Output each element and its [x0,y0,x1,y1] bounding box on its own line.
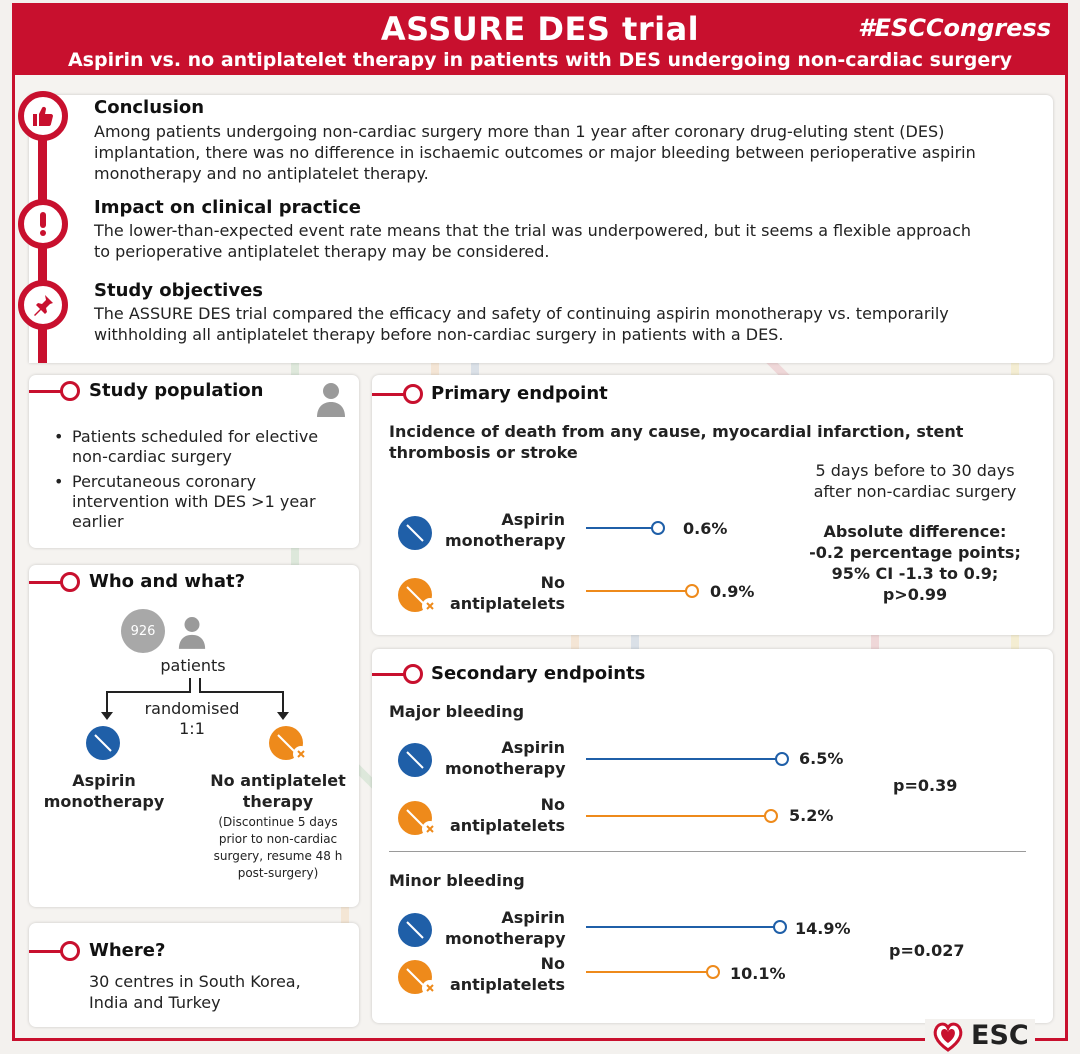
where-text: 30 centres in South Korea, India and Turkey [89,972,301,1012]
primary-aspirin-bar [586,527,656,529]
heart-logo-icon [931,1019,965,1053]
section-marker-ring [60,572,80,592]
no-antiplatelet-pill-icon [269,726,303,760]
no-antiplatelet-pill-icon [398,960,432,994]
minor-bleeding-p-value: p=0.027 [889,941,965,960]
aspirin-pill-icon [398,913,432,947]
page-subtitle: Aspirin vs. no antiplatelet therapy in patients with DES undergoing non-cardiac surgery [67,49,1013,71]
minor-bleeding-title: Minor bleeding [389,871,525,890]
list-item: • Patients scheduled for elective non-cardiac surgery [52,427,352,467]
no-antiplatelet-pill-icon [398,801,432,835]
aspirin-pill-icon [86,726,120,760]
objectives-title: Study objectives [94,280,263,301]
impact-text: The lower-than-expected event rate means that the trial was underpowered, but it seems a flexible approach to perioperative antiplatelet therapy may be considered. [94,221,972,261]
primary-endpoint-title: Primary endpoint [431,383,608,404]
minor-no-antiplatelets-value: 10.1% [730,964,786,983]
major-aspirin-value: 6.5% [799,749,844,768]
list-item: • Percutaneous coronary intervention with DES >1 year earlier [52,472,352,532]
conclusion-title: Conclusion [94,97,205,118]
section-marker-ring [403,664,423,684]
page-title: ASSURE DES trial [380,10,700,48]
primary-statistics: Absolute difference: -0.2 percentage points; 95% CI -1.3 to 0.9; p>0.99 [809,522,1021,604]
section-marker-ring [403,384,423,404]
no-antiplatelets-label: No antiplatelets [449,795,565,835]
aspirin-label: Aspirin monotherapy [445,738,566,778]
impact-title: Impact on clinical practice [94,197,361,218]
study-population-title: Study population [89,380,264,401]
aspirin-label: Aspirin monotherapy [445,908,566,948]
secondary-endpoints-title: Secondary endpoints [431,663,646,684]
no-antiplatelet-pill-icon [398,578,432,612]
primary-no-antiplatelets-dot [685,584,699,598]
minor-aspirin-bar [586,926,774,928]
minor-no-antiplatelets-bar [586,971,708,973]
thumbs-up-icon [18,91,68,141]
randomised-label: randomised [144,699,240,718]
minor-aspirin-value: 14.9% [795,919,851,938]
aspirin-pill-icon [398,516,432,550]
major-bleeding-title: Major bleeding [389,702,525,721]
section-marker-ring [60,941,80,961]
arm-aspirin-label: Aspirin monotherapy [43,771,165,811]
where-title: Where? [89,940,166,961]
conclusion-text: Among patients undergoing non-cardiac surgery more than 1 year after coronary drug-eluting stent (DES) implantation, there was no difference in ischaemic outcomes or major bleeding between perioperative aspirin monotherapy and no antiplatelet therapy. [94,122,976,183]
exclamation-icon [18,199,68,249]
who-and-what-title: Who and what? [89,571,246,592]
major-no-antiplatelets-dot [764,809,778,823]
divider [389,851,1026,852]
no-antiplatelets-label: No antiplatelets [449,954,565,994]
aspirin-label: Aspirin monotherapy [445,510,566,550]
arm-no-antiplatelet-note: (Discontinue 5 days prior to non-cardiac surgery, resume 48 h post-surgery) [213,815,343,880]
minor-no-antiplatelets-dot [706,965,720,979]
pushpin-icon [18,280,68,330]
objectives-text: The ASSURE DES trial compared the efficacy and safety of continuing aspirin monotherapy vs. temporarily withholding all antiplatelet therapy before non-cardiac surgery in patients with a DES. [94,304,949,344]
person-icon [177,614,207,650]
no-antiplatelets-label: No antiplatelets [449,573,565,613]
primary-aspirin-dot [651,521,665,535]
major-no-antiplatelets-bar [586,815,766,817]
ratio-label: 1:1 [179,719,205,738]
header-banner [15,6,1065,75]
major-bleeding-p-value: p=0.39 [893,776,958,795]
primary-no-antiplatelets-value: 0.9% [710,582,755,601]
section-marker-ring [60,381,80,401]
infographic-frame [12,3,1068,1041]
esc-logo [925,1019,1035,1054]
esc-logo-text: ESC [971,1020,1029,1051]
primary-timeframe: 5 days before to 30 days after non-cardiac surgery [813,461,1017,501]
congress-hashtag[interactable]: #ESCCongress [857,14,1051,42]
primary-aspirin-value: 0.6% [683,519,728,538]
primary-endpoint-description: Incidence of death from any cause, myocardial infarction, stent thrombosis or stroke [389,422,964,462]
patients-label: patients [160,656,226,675]
population-list [52,427,352,537]
aspirin-pill-icon [398,743,432,777]
major-aspirin-bar [586,758,776,760]
minor-aspirin-dot [773,920,787,934]
person-icon [315,381,347,417]
major-no-antiplatelets-value: 5.2% [789,806,834,825]
major-aspirin-dot [775,752,789,766]
arm-no-antiplatelet-label: No antiplatelet therapy [210,771,346,811]
primary-no-antiplatelets-bar [586,590,690,592]
patient-count-badge: 926 [121,609,165,653]
